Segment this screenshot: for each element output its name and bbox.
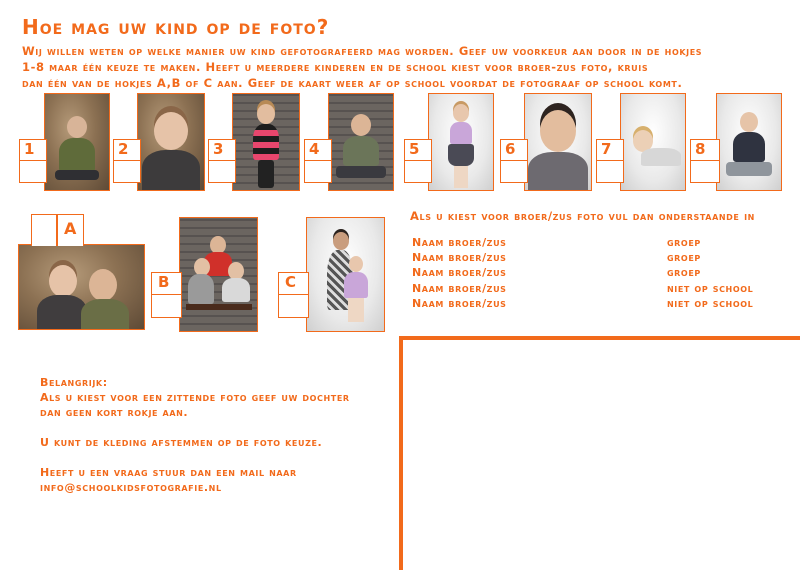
option-5-checkbox[interactable] xyxy=(404,139,432,183)
page-title: Hoe mag uw kind op de foto? xyxy=(22,15,330,39)
option-4-checkbox[interactable] xyxy=(304,139,332,183)
option-1-label: 1 xyxy=(20,140,46,161)
sibling-group-label: groep xyxy=(667,251,701,264)
photo-option-2-image xyxy=(137,93,205,191)
photo-option-8-image xyxy=(716,93,782,191)
sibling-option-b-image xyxy=(179,217,258,332)
address-area-left-border xyxy=(399,336,403,570)
sibling-option-c-checkbox[interactable] xyxy=(278,272,309,318)
option-1-checkbox[interactable] xyxy=(19,139,47,183)
photo-option-3-image xyxy=(232,93,300,191)
photo-option-7-image xyxy=(620,93,686,191)
option-7-checkbox[interactable] xyxy=(596,139,624,183)
sibling-name-label: Naam broer/zus xyxy=(412,282,507,295)
important-heading: Belangrijk: xyxy=(40,376,108,389)
option-6-label: 6 xyxy=(501,140,527,161)
option-8-checkbox[interactable] xyxy=(690,139,720,183)
intro-line: 1-8 maar één keuze te maken. Heeft u meerdere kinderen en de school kiest voor broer-zus foto, kruis xyxy=(22,60,649,74)
important-line: dan geen kort rokje aan. xyxy=(40,406,189,419)
intro-line: Wij willen weten op welke manier uw kind gefotografeerd mag worden. Geef uw voorkeur aan door in de hokjes xyxy=(22,44,703,58)
option-6-checkbox[interactable] xyxy=(500,139,528,183)
intro-line: dan één van de hokjes A,B of C aan. Geef de kaart weer af op school voordat de fotograaf op school komt. xyxy=(22,76,683,90)
sibling-option-a-checkbox[interactable] xyxy=(31,214,84,246)
important-line: Als u kiest voor een zittende foto geef uw dochter xyxy=(40,391,350,404)
sibling-group-label: niet op school xyxy=(667,297,754,310)
sibling-name-label: Naam broer/zus xyxy=(412,251,507,264)
option-7-label: 7 xyxy=(597,140,623,161)
important-notes xyxy=(40,375,380,495)
photo-option-6-image xyxy=(524,93,592,191)
sibling-group-label: groep xyxy=(667,236,701,249)
option-2-checkbox[interactable] xyxy=(113,139,141,183)
photo-option-4-image xyxy=(328,93,394,191)
sibling-option-a-label: A xyxy=(64,219,77,238)
sibling-group-label: niet op school xyxy=(667,282,754,295)
contact-email: info@schoolkidsfotografie.nl xyxy=(40,481,222,494)
option-3-label: 3 xyxy=(209,140,235,161)
photo-option-5-image xyxy=(428,93,494,191)
sibling-name-label: Naam broer/zus xyxy=(412,266,507,279)
photo-option-1-image xyxy=(44,93,110,191)
contact-line: Heeft u een vraag stuur dan een mail naar xyxy=(40,466,297,479)
option-3-checkbox[interactable] xyxy=(208,139,236,183)
option-8-label: 8 xyxy=(691,140,719,161)
address-area-top-border xyxy=(400,336,800,340)
sibling-option-b-label: B xyxy=(152,273,181,295)
clothing-note: U kunt de kleding afstemmen op de foto keuze. xyxy=(40,436,323,449)
option-2-label: 2 xyxy=(114,140,140,161)
sibling-option-b-checkbox[interactable] xyxy=(151,272,182,318)
sibling-option-c-label: C xyxy=(279,273,308,295)
sibling-name-label: Naam broer/zus xyxy=(412,236,507,249)
option-4-label: 4 xyxy=(305,140,331,161)
sibling-name-label: Naam broer/zus xyxy=(412,297,507,310)
intro-text xyxy=(22,43,782,91)
sibling-group-label: groep xyxy=(667,266,701,279)
sibling-option-c-image xyxy=(306,217,385,332)
sibling-option-a-image xyxy=(18,244,145,330)
option-5-label: 5 xyxy=(405,140,431,161)
siblings-heading: Als u kiest voor broer/zus foto vul dan onderstaande in xyxy=(410,209,755,223)
